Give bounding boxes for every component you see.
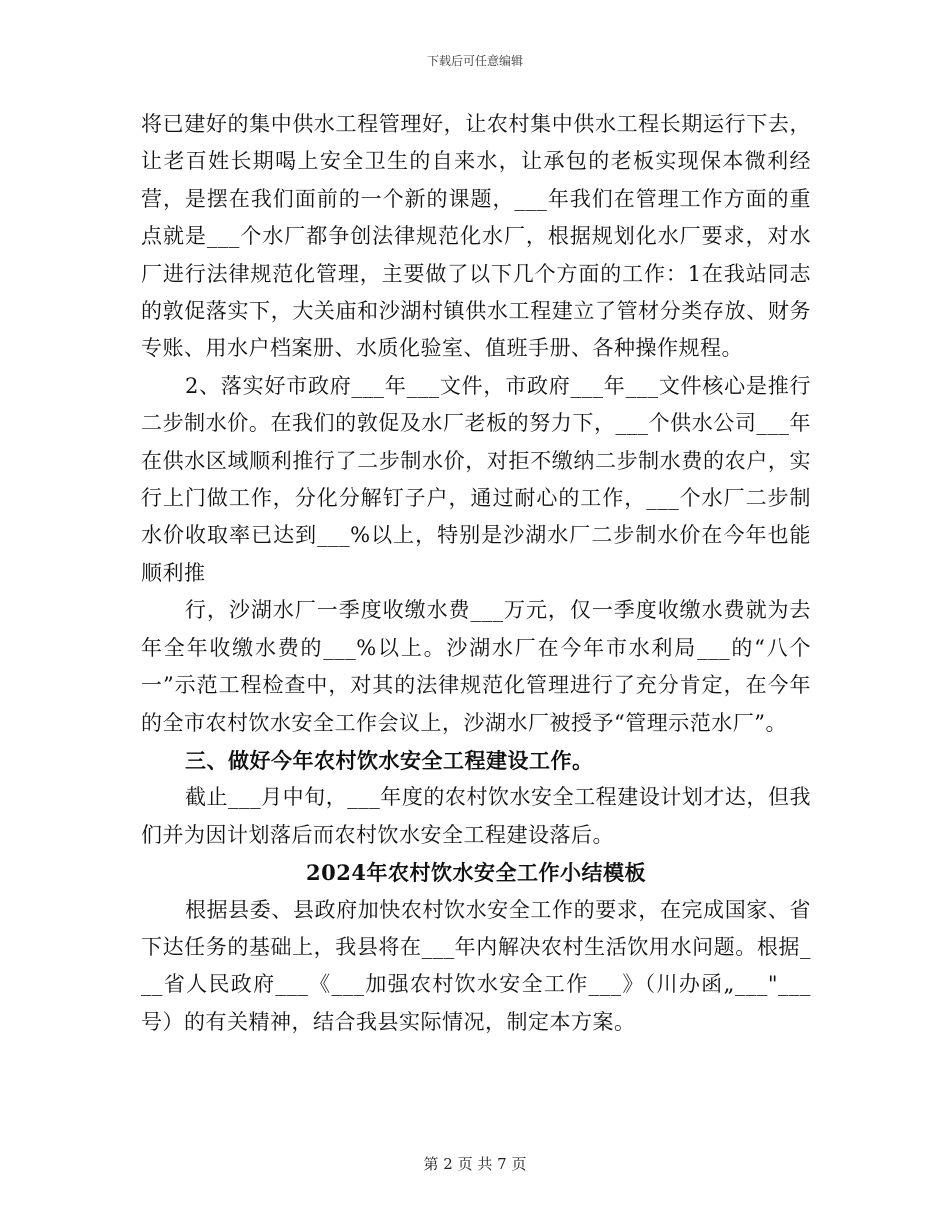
paragraph-two-step-pricing: 2、落实好市政府___年___文件，市政府___年___文件核心是推行二步制水价。在我们的敦促及水厂老板的努力下，___个供水公司___年在供水区域顺利推行了二步制水价，对拒不缴纳二步制水费的农户，实行上门做工作，分化分解钉子户，通过耐心的工作，___个水厂二步制水价收取率已达到___%以上，特别是沙湖水厂二步制水价在今年也能顺利推 — [141, 373, 811, 585]
paragraph-construction: 截止___月中旬，___年度的农村饮水安全工程建设计划才达，但我们并为因计划落后而农村饮水安全工程建设落后。 — [141, 785, 811, 847]
paragraph-shahu-fees: 行，沙湖水厂一季度收缴水费___万元，仅一季度收缴水费就为去年全年收缴水费的___%以上。沙湖水厂在今年市水利局___的“八个一”示范工程检查中，对其的法律规范化管理进行了充分肯定，在今年的全市农村饮水安全工作会议上，沙湖水厂被授予“管理示范水厂”。 — [141, 598, 811, 735]
section-heading-three: 三、做好今年农村饮水安全工程建设工作。 — [185, 747, 594, 773]
paragraph-plan-basis: 根据县委、县政府加快农村饮水安全工作的要求，在完成国家、省下达任务的基础上，我县将在___年内解决农村生活饮用水问题。根据___省人民政府___《___加强农村饮水安全工作___》（川办函„___"___号）的有关精神，结合我县实际情况，制定本方案。 — [141, 897, 811, 1034]
document-title: 2024年农村饮水安全工作小结模板 — [306, 860, 646, 886]
page-number: 第 2 页 共 7 页 — [423, 1155, 527, 1173]
document-body — [141, 106, 811, 1041]
paragraph-management: 将已建好的集中供水工程管理好，让农村集中供水工程长期运行下去，让老百姓长期喝上安全卫生的自来水，让承包的老板实现保本微利经营，是摆在我们面前的一个新的课题，___年我们在管理工作方面的重点就是___个水厂都争创法律规范化水厂，根据规划化水厂要求，对水厂进行法律规范化管理，主要做了以下几个方面的工作：1在我站同志的敦促落实下，大关庙和沙湖村镇供水工程建立了管材分类存放、财务专账、用水户档案册、水质化验室、值班手册、各种操作规程。 — [141, 112, 811, 361]
page-header-note: 下载后可任意编辑 — [426, 54, 523, 68]
